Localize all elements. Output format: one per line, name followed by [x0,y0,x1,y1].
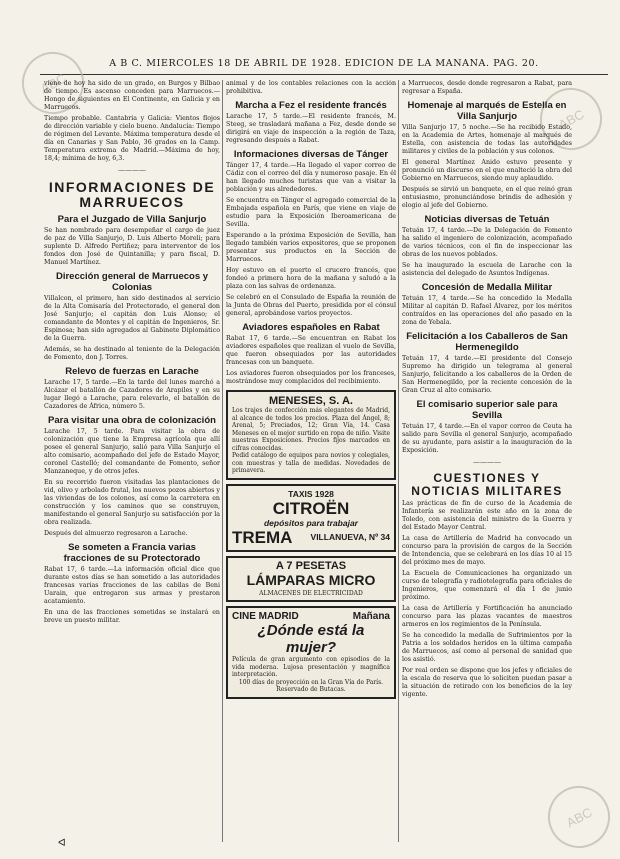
article-tanger-2: Se encuentra en Tánger el agregado comercial de la Embajada española en París, que viene en viaje de estudio para la Exposición Iberoamericana de Sevilla. [226,197,396,228]
section-ornament: ———— [118,166,146,174]
abc-watermark-stamp-right: ABC [529,77,613,161]
ad-meneses [226,390,396,480]
article-colonizacion-2: En su recorrido fueron visitadas las plantaciones de vid, olivo y arbolado frutal, los nuevos pozos abiertos y las viviendas de los colonos, así como la carretera en construcción y los caminos que se construyen, manifestando el general Sanjurjo su satisfacción por la obra realizada. [44,479,220,526]
article-tanger-5: Se celebró en el Consulado de España la reunión de la Junta de Obras del Puerto, presidida por el cónsul general, aprobándose varios proyectos. [226,294,396,317]
article-tanger-1: Tánger 17, 4 tarde.—Ha llegado el vapor correo de Cádiz con el correo del día y numeroso pasaje. En él han llegado muchos turistas que van a visitar la población y sus alrededores. [226,162,396,193]
ad-cine-madrid [226,606,396,699]
page-header: A B C. MIERCOLES 18 DE ABRIL DE 1928. EDICION DE LA MAÑANA. PAG. 20. [109,58,539,69]
article-francia-2: En una de las fracciones sometidas se instalará en breve un puesto militar. [44,609,220,624]
article-residente: Larache 17, 5 tarde.—El residente francés, M. Steeg, se trasladará mañana a Fez, desde donde se dirigirá en viaje de inspección a la región de Taza, regresando después a Rabat. [226,113,396,144]
article-direccion: Villalcon, el primero, han sido destinados al servicio de la Alta Comisaría del Protectorado, el general don José Sanjurjo; el capitán don Luis Alonso; el comandante de Montes y el capitán de Ingenieros, Sr. Espinosa; han sido agregados al Gabinete Diplomático de la Guerra. [44,295,220,342]
article-colonizacion: Larache 17, 5 tarde. Para visitar la obra de colonización que tiene la Empresa agrícola que allí posee el general Sanjurjo, salió para Villa Sanjurjo el alto comisario, acompañado del jefe de Estado Mayor, coronel Castelló; del comandante de Fomento, señor Manzaneque, y de otros jefes. [44,428,220,475]
ad-meneses-body: Los trajes de confección más elegantes de Madrid, al alcance de todos los precios. Plaza del Ángel, 8; Arenal, 5; Preciados, 12; Gran Vía, 14. Casa Meneses en el mejor surtido en ropa de niño. Visite nuestras Exposiciones. Precios fijos marcados en cifras conocidas. [232,407,390,452]
ad-cine-body: Película de gran argumento con episodios de la vida moderna. Lujosa presentación y magnífica interpretación. [232,656,390,678]
article-colonizacion-3: Después del almuerzo regresaron a Larache. [44,530,188,537]
pointer-mark-icon: ᐊ [58,838,66,849]
article-militares-2: La casa de Artillería de Madrid ha convocado un concurso para la provisión de cargos de la Sección de Intendencia, que se celebrará en los días 10 al 15 del próximo mes de mayo. [402,535,572,566]
article-felicitacion: Tetuán 17, 4 tarde.—El presidente del Consejo Supremo ha dirigido un telegrama al general Sanjurjo, felicitando a los caballeros de la Orden de San Hermenegildo, por la reciente concesión de la Gran Cruz al alto comisario. [402,355,572,394]
ad-citroen-dealer: TREMA [232,527,293,547]
column-1 [44,80,220,842]
ad-lamparas-price: A 7 PESETAS [275,559,347,572]
headline-relevo: Relevo de fuerzas en Larache [65,366,199,377]
abc-watermark-stamp: ABC [11,41,95,125]
headline-homenaje: Homenaje al marqués de Estella en Villa Sanjurjo [407,100,567,122]
article-militares-4: La casa de Artillería y Fortificación ha anunciado concurso para las plazas vacantes de maestros armeros en los regimientos de la Península. [402,605,572,628]
weather-intro: viene de hoy ha sido de un grado, en Burgos y Bilbao de tiempo. Es ascenso conceden para Marruecos.—Hongo de siguientes en El Continente, en Galicia y en Marruecos. [44,80,220,111]
headline-comisario: El comisario superior sale para Sevilla [416,399,558,421]
ad-citroen-tagline: depósitos para trabajar [263,517,358,528]
article-homenaje-3: Después se sirvió un banquete, en el que reinó gran entusiasmo, pronunciándose brindis de adhesión y elogio al jefe del Gobierno. [402,186,572,209]
ad-lamparas-store: ALMACENES DE ELECTRICIDAD [259,589,363,597]
article-continuation: animal y de los contables relaciones con la acción prohibitiva. [226,80,396,95]
article-tanger-3: Esperando a la próxima Exposición de Sevilla, han llegado también varios expositores, que se proponen presentar sus productos en la Sección de Marruecos. [226,232,396,263]
headline-juzgado: Para el Juzgado de Villa Sanjurjo [57,214,207,225]
ad-meneses-title: MENESES, S. A. [269,395,353,407]
headline-tanger: Informaciones diversas de Tánger [233,149,389,160]
headline-direccion: Dirección general de Marruecos y Colonias [55,271,209,293]
ad-citroen-brand: CITROËN [272,498,350,518]
ad-cine-name: CINE MADRID [232,611,299,622]
article-direccion-2: Además, se ha destinado al teniente de la Delegación de Fomento, don J. Torres. [44,346,220,361]
headline-francia: Se someten a Francia varias fracciones de su Protectorado [63,542,201,564]
ad-cine-film-title: ¿Dónde está la mujer? [257,622,365,656]
article-militares-5: Se ha concedido la medalla de Sufrimientos por la Patria a los soldados heridos en la última campaña de Marruecos, así como al personal de sanidad que los asistió. [402,632,572,663]
article-tanger-4: Hoy estuvo en el puerto el crucero francés, que fondeó a primera hora de la mañana y saludó a la plaza con las salvas de ordenanza. [226,267,396,290]
article-aviadores-2: Los aviadores fueron obsequiados por los franceses, mostrándose muy complacidos del recibimiento. [226,370,396,385]
article-tetuan-1: Tetuán 17, 4 tarde.—De la Delegación de Fomento ha salido el ingeniero de colonización, acompañado de varios técnicos, con el fin de inspeccionar las obras de los nuevos poblados. [402,227,572,258]
ad-cine-footer: 100 días de proyección en la Gran Vía de París. Reservado de Butacas. [238,678,384,693]
article-militares-3: La Escuela de Comunicaciones ha organizado un curso de telegrafía y radiotelegrafía para oficiales de Ingenieros, que comenzará el día 1 de junio próximo. [402,570,572,601]
section-title-marruecos: INFORMACIONES DE MARRUECOS [48,179,216,210]
article-homenaje-1: Villa Sanjurjo 17, 5 noche.—Se ha recibido Estado, en la Academia de Artes, homenaje al marqués de Estella, con asistencia de todas las autoridades militares y civiles de la población y sus colonos. [402,124,572,155]
column-2 [226,80,396,842]
column-3 [402,80,572,842]
article-relevo: Larache 17, 5 tarde.—En la tarde del lunes marchó a Alcázar el batallón de Cazadores de Arapiles y en su lugar llegó a Larache, para relevarlo, el batallón de Cazadores de África, número 5. [44,379,220,410]
article-medalla: Tetuán 17, 4 tarde.—Se ha concedido la Medalla Militar al capitán D. Rafael Álvarez, por los méritos contraídos en las operaciones del año pasado en la zona de Yebala. [402,295,572,326]
ad-citroen-taxis: TAXIS 1928 [288,488,334,499]
column-divider-1 [222,80,223,842]
article-tetuan-2: Se ha inaugurado la escuela de Larache con la asistencia del delegado de Asuntos Indígenas. [402,262,572,277]
weather-forecast: Tiempo probable. Cantabria y Galicia: Vientos flojos de dirección variable y cielo bueno. Andalucía: Tiempo de régimen del Levante. Máxima temperatura desde el día en Canarias y San Pablo, 36 grados en la Camp. Temperatura extrema de Madrid.—Máxima de hoy, 18,4; mínima de hoy, 6,3. [44,115,220,162]
ad-cine-when: Mañana [352,611,390,622]
article-homenaje-2: El general Martínez Anido estuvo presente y pronunció un discurso en el que enalteció la obra del Gobierno en Marruecos, siendo muy aplaudido. [402,159,572,182]
ad-meneses-body-2: Pedid catálogo de equipos para novios y colegiales, con muestras y talla de medidas. Novedades de primavera. [232,452,390,474]
article-militares-1: Las prácticas de fin de curso de la Academia de Infantería se realizarán este año en la zona de Toledo, con asistencia del ministro de la Guerra y del Estado Mayor Central. [402,500,572,531]
article-aviadores: Rabat 17, 6 tarde.—Se encuentran en Rabat los aviadores españoles que realizan el vuelo de Sevilla, que fueron obsequiados por las autoridades francesas con un banquete. [226,335,396,366]
article-juzgado: Se han nombrado para desempeñar el cargo de juez de paz de Villa Sanjurjo, D. Luis Alberto Moreli; para suplente D. Alfredo Pertiñez; para interventor de los fondos don José de Quintanilla; y para fiscal, D. Manuel Martínez. [44,227,220,266]
section-ornament-3: ———— [473,458,501,466]
header-rule [40,74,608,75]
article-continuation-3: a Marruecos, desde donde regresaron a Rabat, para regresar a España. [402,80,572,95]
headline-colonizacion: Para visitar una obra de colonización [48,415,216,426]
article-militares-6: Por real orden se dispone que los jefes y oficiales de la escala de reserva que lo soliciten puedan pasar a la situación de retirado con los beneficios de la ley vigente. [402,667,572,698]
ad-citroen-address: VILLANUEVA, Nº 34 [310,532,390,542]
headline-aviadores: Aviadores españoles en Rabat [242,322,380,333]
headline-felicitacion: Felicitación a los Caballeros de San Hermenegildo [406,331,568,353]
article-comisario: Tetuán 17, 4 tarde.—En el vapor correo de Ceuta ha salido para Sevilla el general Sanjurjo, acompañado de su ayudante, para asistir a la inauguración de la Exposición. [402,423,572,454]
ad-citroen [226,484,396,552]
abc-watermark-stamp-bottom: ABC [537,775,620,859]
ad-lamparas [226,556,396,603]
ad-lamparas-brand: LÁMPARAS MICRO [246,571,376,588]
headline-medalla: Concesión de Medalla Militar [421,282,553,293]
headline-tetuan: Noticias diversas de Tetuán [424,214,550,225]
section-title-militares: CUESTIONES Y NOTICIAS MILITARES [411,471,563,498]
column-divider-2 [398,80,399,842]
headline-residente: Marcha a Fez el residente francés [235,100,387,111]
article-francia: Rabat 17, 6 tarde.—La información oficial dice que durante estos días se han sometido a las autoridades francesas varias fracciones de las cabilas de Beni Uarain, que entregaron sus armas y prestaron acatamiento. [44,566,220,605]
